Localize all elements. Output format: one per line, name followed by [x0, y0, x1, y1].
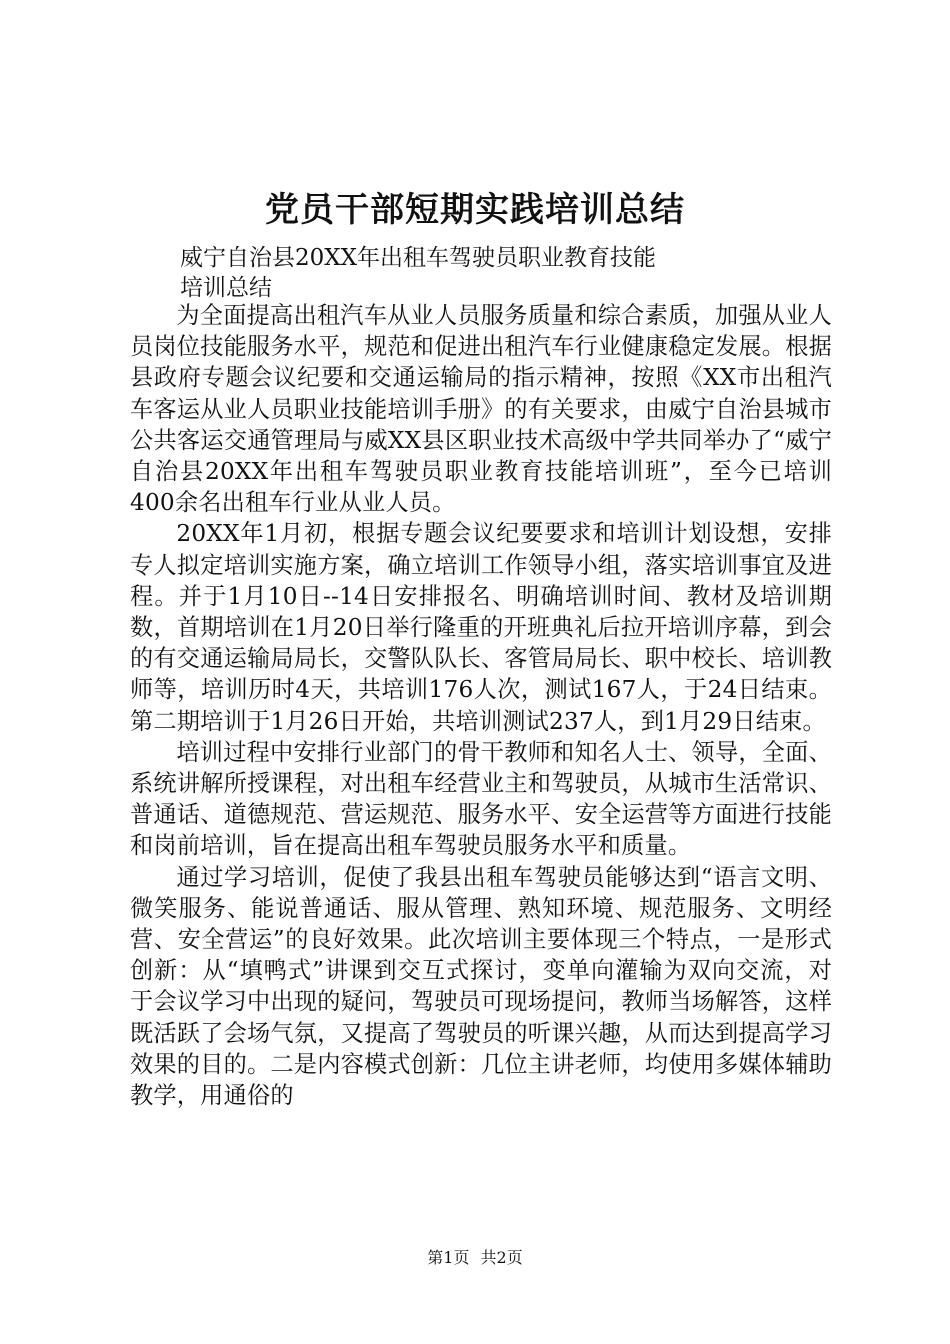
- paragraph-2: 20XX年1月初，根据专题会议纪要要求和培训计划设想，安排专人拟定培训实施方案，确立培训工作领导小组，落实培训事宜及进程。并于1月10日--14日安排报名、明确培训时间、教材及培训期数，首期培训在1月20日举行隆重的开班典礼后拉开培训序幕，到会的有交通运输局局长，交警队队长、客管局局长、职中校长、培训教师等，培训历时4天，共培训176人次，测试167人，于24日结束。第二期培训于1月26日开始，共培训测试237人，到1月29日结束。: [130, 520, 832, 735]
- page-footer: [0, 1247, 950, 1269]
- subtitle-line-2: 培训总结: [180, 275, 272, 301]
- subtitle-line-1: 威宁自治县20XX年出租车驾驶员职业教育技能: [180, 245, 657, 271]
- paragraph-3: 培训过程中安排行业部门的骨干教师和知名人士、领导，全面、系统讲解所授课程，对出租车经营业主和驾驶员，从城市生活常识、普通话、道德规范、营运规范、服务水平、安全运营等方面进行技能和岗前培训，旨在提高出租车驾驶员服务水平和质量。: [130, 738, 832, 860]
- paragraph-4: 通过学习培训，促使了我县出租车驾驶员能够达到“语言文明、微笑服务、能说普通话、服从管理、熟知环境、规范服务、文明经营、安全营运”的良好效果。此次培训主要体现三个特点，一是形式创新：从“填鸭式”讲课到交互式探讨，变单向灌输为双向交流，对于会议学习中出现的疑问，驾驶员可现场提问，教师当场解答，这样既活跃了会场气氛，又提高了驾驶员的听课兴趣，从而达到提高学习效果的目的。二是内容模式创新：几位主讲老师，均使用多媒体辅助教学，用通俗的: [130, 863, 832, 1110]
- page-number-total: 共2页: [480, 1248, 523, 1267]
- paragraph-1: 为全面提高出租汽车从业人员服务质量和综合素质，加强从业人员岗位技能服务水平，规范和促进出租汽车行业健康稳定发展。根据县政府专题会议纪要和交通运输局的指示精神，按照《XX市出租汽车客运从业人员职业技能培训手册》的有关要求，由威宁自治县城市公共客运交通管理局与威XX县区职业技术高级中学共同举办了“威宁自治县20XX年出租车驾驶员职业教育技能培训班”，至今已培训400余名出租车行业从业人员。: [130, 302, 832, 517]
- document-title: 党员干部短期实践培训总结: [265, 190, 685, 230]
- document-body: [130, 300, 832, 1111]
- page-number-current: 第1页: [427, 1248, 470, 1267]
